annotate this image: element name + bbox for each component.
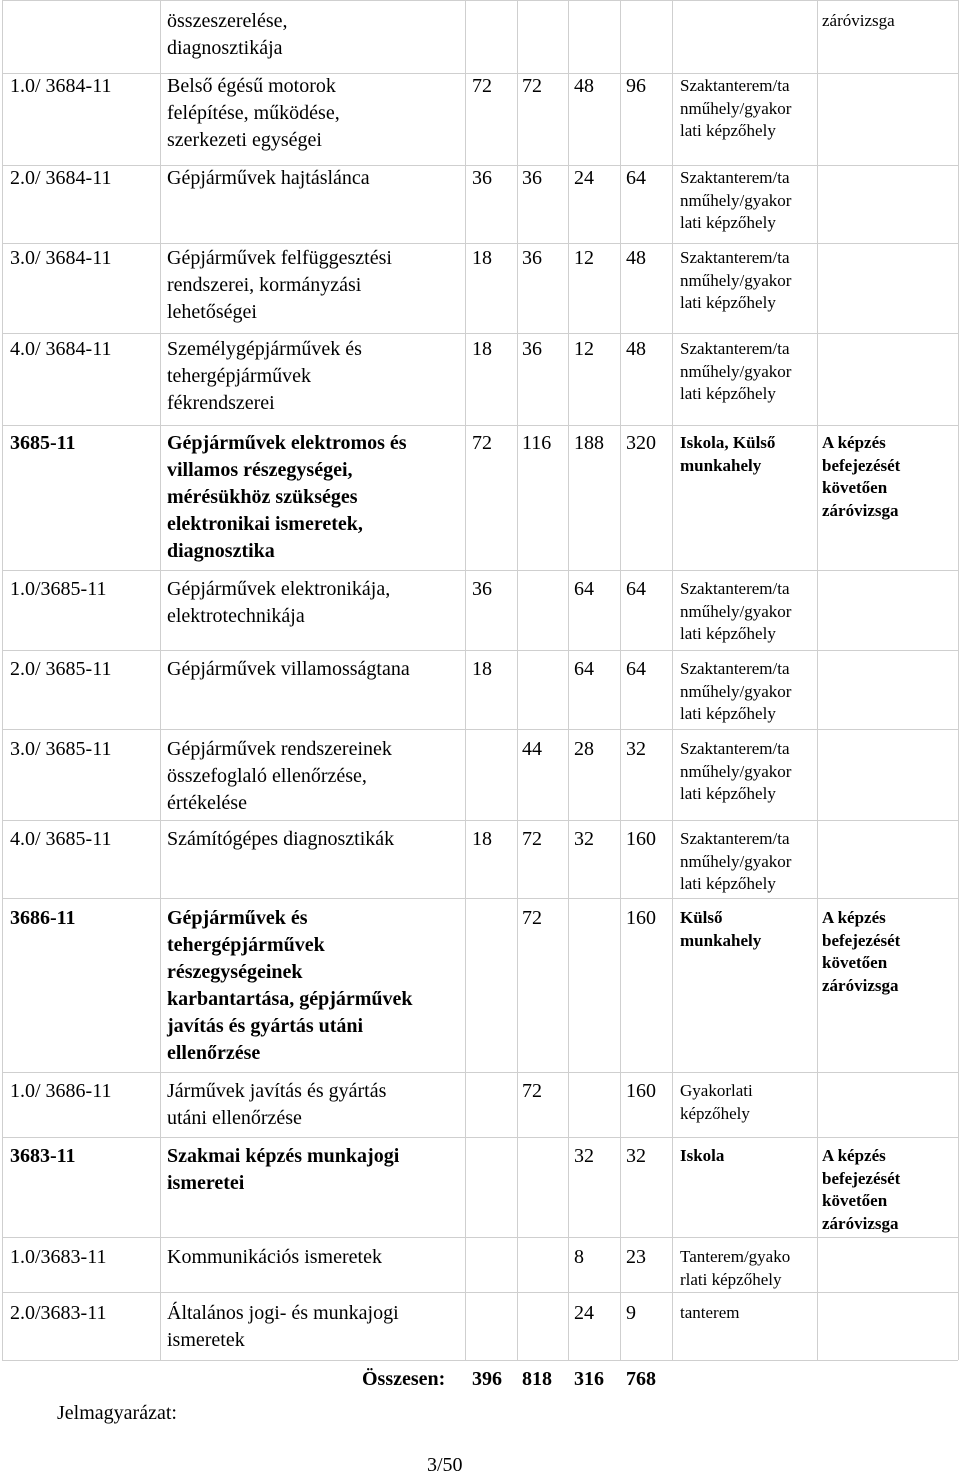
training-location: Külső munkahely	[680, 908, 762, 950]
training-location: Szaktanterem/ta nműhely/gyakor lati képzőhely	[680, 76, 792, 140]
hours-cell: 64	[626, 578, 646, 600]
module-title: összeszerelése, diagnosztikája	[167, 10, 288, 59]
hours-cell: 12	[574, 338, 594, 360]
hours-cell: 18	[472, 658, 492, 680]
hours-cell: 36	[522, 167, 542, 189]
hours-cell: 48	[574, 75, 594, 97]
module-code: 3.0/ 3685-11	[10, 738, 112, 760]
hours-cell: 116	[522, 432, 552, 454]
totals-label: Összesen:	[362, 1368, 446, 1390]
hours-cell: 48	[626, 338, 646, 360]
hours-cell: 160	[626, 828, 656, 850]
hours-cell: 72	[522, 1080, 542, 1102]
table-column-rule	[517, 0, 518, 1360]
hours-cell: 320	[626, 432, 656, 454]
training-location: Szaktanterem/ta nműhely/gyakor lati képzőhely	[680, 168, 792, 232]
training-location: Szaktanterem/ta nműhely/gyakor lati képzőhely	[680, 739, 792, 803]
hours-cell: 18	[472, 247, 492, 269]
table-rule	[2, 729, 958, 730]
module-title: Számítógépes diagnosztikák	[167, 828, 395, 850]
hours-cell: 36	[522, 247, 542, 269]
hours-cell: 24	[574, 167, 594, 189]
hours-cell: 72	[522, 828, 542, 850]
exam-note: A képzés befejezését követően záróvizsga	[822, 433, 901, 520]
table-rule	[2, 650, 958, 651]
hours-cell: 32	[626, 1145, 646, 1167]
exam-note: A képzés befejezését követően záróvizsga	[822, 1146, 901, 1233]
hours-cell: 18	[472, 338, 492, 360]
hours-cell: 48	[626, 247, 646, 269]
hours-cell: 32	[574, 1145, 594, 1167]
table-rule	[2, 333, 958, 334]
total-cell: 396	[472, 1368, 502, 1390]
training-location: Tanterem/gyako rlati képzőhely	[680, 1247, 791, 1289]
training-location: Szaktanterem/ta nműhely/gyakor lati képzőhely	[680, 829, 792, 893]
module-code: 2.0/3683-11	[10, 1302, 107, 1324]
table-rule	[2, 425, 958, 426]
table-rule	[2, 1360, 958, 1361]
table-column-rule	[958, 0, 959, 1360]
module-code: 3685-11	[10, 432, 76, 454]
hours-cell: 188	[574, 432, 604, 454]
module-code: 1.0/ 3686-11	[10, 1080, 112, 1102]
hours-cell: 18	[472, 828, 492, 850]
total-cell: 316	[574, 1368, 604, 1390]
table-rule	[2, 898, 958, 899]
exam-note: A képzés befejezését követően záróvizsga	[822, 908, 901, 995]
table-column-rule	[672, 0, 673, 1360]
hours-cell: 32	[574, 828, 594, 850]
hours-cell: 72	[472, 75, 492, 97]
hours-cell: 64	[626, 658, 646, 680]
page-number: 3/50	[427, 1454, 463, 1476]
module-title: Általános jogi- és munkajogi ismeretek	[167, 1302, 399, 1351]
module-title: Kommunikációs ismeretek	[167, 1246, 382, 1268]
table-rule	[2, 820, 958, 821]
hours-cell: 64	[626, 167, 646, 189]
total-cell: 818	[522, 1368, 552, 1390]
module-title: Gépjárművek elektronikája, elektrotechnikája	[167, 578, 391, 627]
hours-cell: 72	[522, 907, 542, 929]
module-code: 1.0/3683-11	[10, 1246, 107, 1268]
table-column-rule	[817, 0, 818, 1360]
training-location: Szaktanterem/ta nműhely/gyakor lati képzőhely	[680, 248, 792, 312]
table-column-rule	[620, 0, 621, 1360]
hours-cell: 64	[574, 658, 594, 680]
hours-cell: 36	[522, 338, 542, 360]
module-title: Személygépjárművek és tehergépjárművek fékrendszerei	[167, 338, 362, 414]
module-title: Gépjárművek hajtáslánca	[167, 167, 370, 189]
table-column-rule	[465, 0, 466, 1360]
table-rule	[2, 1237, 958, 1238]
hours-cell: 72	[472, 432, 492, 454]
hours-cell: 28	[574, 738, 594, 760]
training-location: Szaktanterem/ta nműhely/gyakor lati képzőhely	[680, 579, 792, 643]
hours-cell: 8	[574, 1246, 584, 1268]
hours-cell: 36	[472, 578, 492, 600]
hours-cell: 12	[574, 247, 594, 269]
training-location: Iskola	[680, 1146, 725, 1165]
hours-cell: 96	[626, 75, 646, 97]
hours-cell: 72	[522, 75, 542, 97]
module-code: 2.0/ 3684-11	[10, 167, 112, 189]
module-code: 3686-11	[10, 907, 76, 929]
table-column-rule	[2, 0, 3, 1360]
table-rule	[2, 1137, 958, 1138]
module-code: 4.0/ 3684-11	[10, 338, 112, 360]
hours-cell: 160	[626, 907, 656, 929]
module-code: 1.0/ 3684-11	[10, 75, 112, 97]
table-rule	[2, 1072, 958, 1073]
module-title: Szakmai képzés munkajogi ismeretei	[167, 1145, 400, 1194]
training-location: tanterem	[680, 1303, 740, 1322]
training-location: Szaktanterem/ta nműhely/gyakor lati képzőhely	[680, 339, 792, 403]
module-code: 4.0/ 3685-11	[10, 828, 112, 850]
legend-label: Jelmagyarázat:	[57, 1402, 177, 1424]
module-title: Gépjárművek és tehergépjárművek részegységeinek karbantartása, gépjárművek javítás és gyártás utáni ellenőrzése	[167, 907, 413, 1064]
exam-note: záróvizsga	[822, 11, 895, 30]
hours-cell: 9	[626, 1302, 636, 1324]
module-code: 3.0/ 3684-11	[10, 247, 112, 269]
training-location: Szaktanterem/ta nműhely/gyakor lati képzőhely	[680, 659, 792, 723]
hours-cell: 160	[626, 1080, 656, 1102]
hours-cell: 24	[574, 1302, 594, 1324]
module-title: Belső égésű motorok felépítése, működése, szerkezeti egységei	[167, 75, 340, 151]
total-cell: 768	[626, 1368, 656, 1390]
module-code: 3683-11	[10, 1145, 76, 1167]
table-rule	[2, 243, 958, 244]
module-code: 2.0/ 3685-11	[10, 658, 112, 680]
hours-cell: 36	[472, 167, 492, 189]
hours-cell: 44	[522, 738, 542, 760]
table-column-rule	[160, 0, 161, 1360]
table-rule	[2, 1292, 958, 1293]
module-title: Gépjárművek rendszereinek összefoglaló ellenőrzése, értékelése	[167, 738, 392, 814]
table-column-rule	[568, 0, 569, 1360]
module-code: 1.0/3685-11	[10, 578, 107, 600]
training-location: Gyakorlati képzőhely	[680, 1081, 753, 1123]
module-title: Gépjárművek elektromos és villamos részegységei, mérésükhöz szükséges elektronikai ismeretek, diagnosztika	[167, 432, 407, 562]
hours-cell: 32	[626, 738, 646, 760]
module-title: Járművek javítás és gyártás utáni ellenőrzése	[167, 1080, 387, 1129]
table-rule	[2, 570, 958, 571]
module-title: Gépjárművek felfüggesztési rendszerei, kormányzási lehetőségei	[167, 247, 392, 323]
training-location: Iskola, Külső munkahely	[680, 433, 776, 475]
hours-cell: 23	[626, 1246, 646, 1268]
table-rule	[2, 0, 958, 1]
module-title: Gépjárművek villamosságtana	[167, 658, 410, 680]
hours-cell: 64	[574, 578, 594, 600]
